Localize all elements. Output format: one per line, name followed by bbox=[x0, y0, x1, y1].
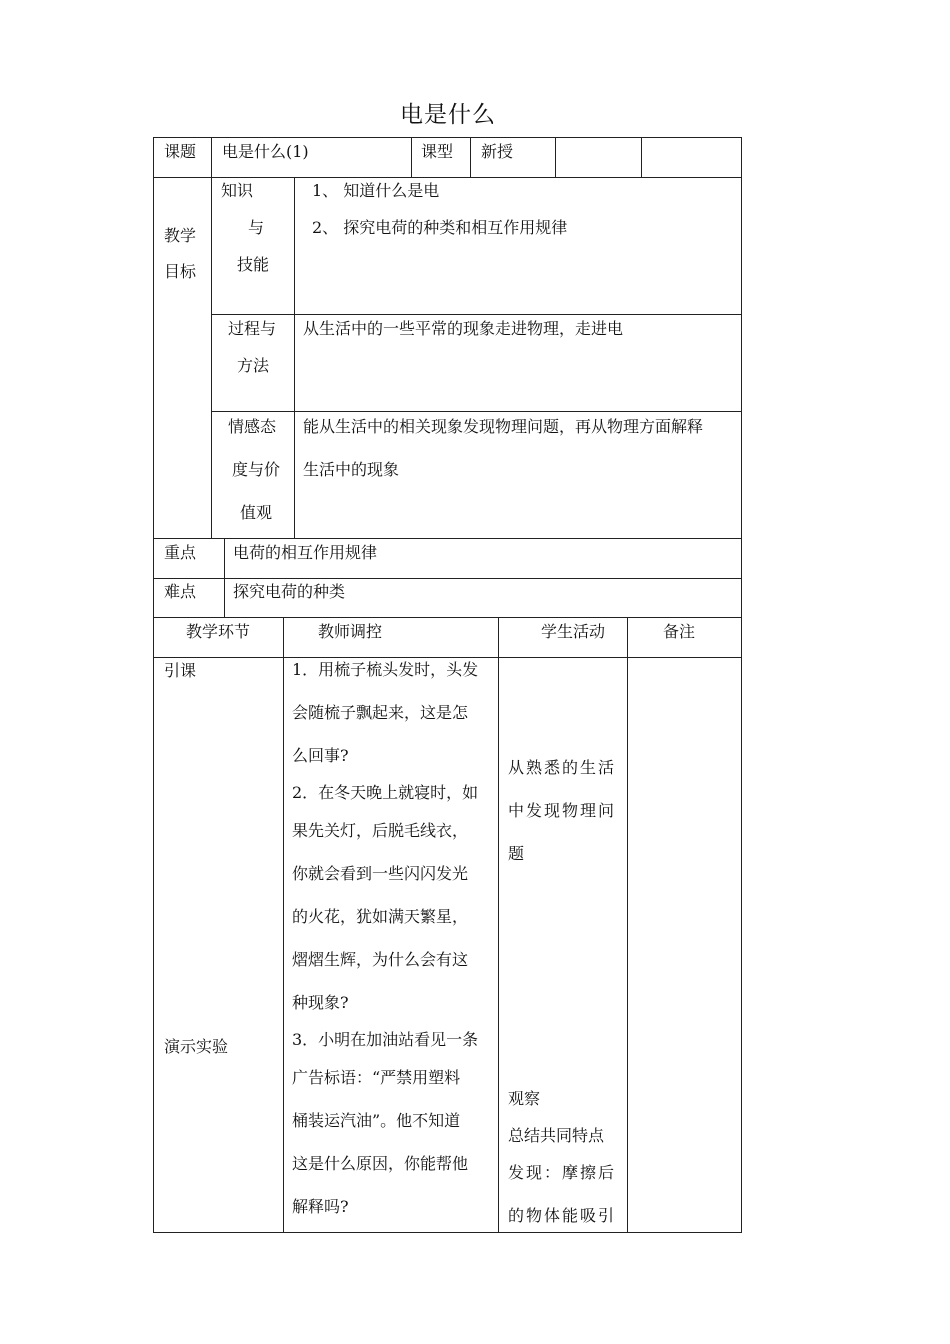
student-line: 中发现物理问 bbox=[508, 801, 617, 820]
column-header-notes: 备注 bbox=[663, 622, 696, 641]
knowledge-label-1: 知识 bbox=[221, 181, 254, 200]
teacher-line: 解释吗? bbox=[292, 1197, 349, 1216]
attitude-text-line2: 生活中的现象 bbox=[303, 460, 400, 479]
teacher-activity bbox=[292, 648, 490, 1228]
teacher-line: 1．用梳子梳头发时，头发 bbox=[292, 660, 479, 679]
teacher-line: 的火花，犹如满天繁星， bbox=[292, 907, 469, 926]
process-label-1: 过程与 bbox=[228, 319, 277, 338]
document-title: 电是什么 bbox=[400, 102, 496, 128]
attitude-label-2: 度与价 bbox=[232, 460, 281, 479]
student-summary: 总结共同特点 bbox=[508, 1126, 605, 1145]
process-label-2: 方法 bbox=[237, 356, 270, 375]
teacher-line: 会随梳子飘起来，这是怎 bbox=[292, 703, 469, 722]
difficulty-label: 难点 bbox=[164, 582, 197, 601]
teacher-line: 桶装运汽油”。他不知道 bbox=[292, 1111, 461, 1130]
knowledge-item-2: 2、 探究电荷的种类和相互作用规律 bbox=[312, 218, 568, 237]
teacher-line: 果先关灯，后脱毛线衣， bbox=[292, 821, 469, 840]
teacher-line: 广告标语：“严禁用塑料 bbox=[292, 1068, 461, 1087]
difficulty-text: 探究电荷的种类 bbox=[233, 582, 346, 601]
teacher-line: 这是什么原因，你能帮他 bbox=[292, 1154, 469, 1173]
stage-demo: 演示实验 bbox=[164, 1037, 229, 1056]
type-value: 新授 bbox=[481, 142, 514, 161]
column-header-student: 学生活动 bbox=[541, 622, 606, 641]
student-activity-1 bbox=[508, 746, 620, 875]
key-point-label: 重点 bbox=[164, 543, 197, 562]
knowledge-label-3: 技能 bbox=[237, 255, 270, 274]
teacher-line: 种现象? bbox=[292, 993, 349, 1012]
student-line: 从熟悉的生活 bbox=[508, 758, 617, 777]
key-point-text: 电荷的相互作用规律 bbox=[233, 543, 378, 562]
attitude-label-3: 值观 bbox=[240, 503, 273, 522]
stage-intro: 引课 bbox=[164, 661, 197, 680]
lesson-value: 电是什么(1) bbox=[222, 142, 309, 161]
teacher-line: 2．在冬天晚上就寝时，如 bbox=[292, 783, 479, 802]
goals-label-line1: 教学 bbox=[164, 226, 197, 245]
goals-label-line2: 目标 bbox=[164, 262, 197, 281]
process-text: 从生活中的一些平常的现象走进物理，走进电 bbox=[303, 319, 624, 338]
student-attract: 的物体能吸引 bbox=[508, 1206, 617, 1225]
type-label: 课型 bbox=[421, 142, 454, 161]
student-observe: 观察 bbox=[508, 1089, 541, 1108]
knowledge-label-2: 与 bbox=[248, 218, 265, 237]
knowledge-item-1: 1、 知道什么是电 bbox=[312, 181, 440, 200]
teacher-line: 你就会看到一些闪闪发光 bbox=[292, 864, 469, 883]
attitude-text-line1: 能从生活中的相关现象发现物理问题，再从物理方面解释 bbox=[303, 417, 704, 436]
column-header-stage: 教学环节 bbox=[186, 622, 251, 641]
teacher-line: 3．小明在加油站看见一条 bbox=[292, 1030, 479, 1049]
student-discover: 发现：摩擦后 bbox=[508, 1163, 617, 1182]
lesson-label: 课题 bbox=[164, 142, 197, 161]
teacher-line: 么回事? bbox=[292, 746, 349, 765]
attitude-label-1: 情感态 bbox=[228, 417, 277, 436]
column-header-teacher: 教师调控 bbox=[318, 622, 383, 641]
student-line: 题 bbox=[508, 844, 527, 863]
teacher-line: 熠熠生辉，为什么会有这 bbox=[292, 950, 469, 969]
